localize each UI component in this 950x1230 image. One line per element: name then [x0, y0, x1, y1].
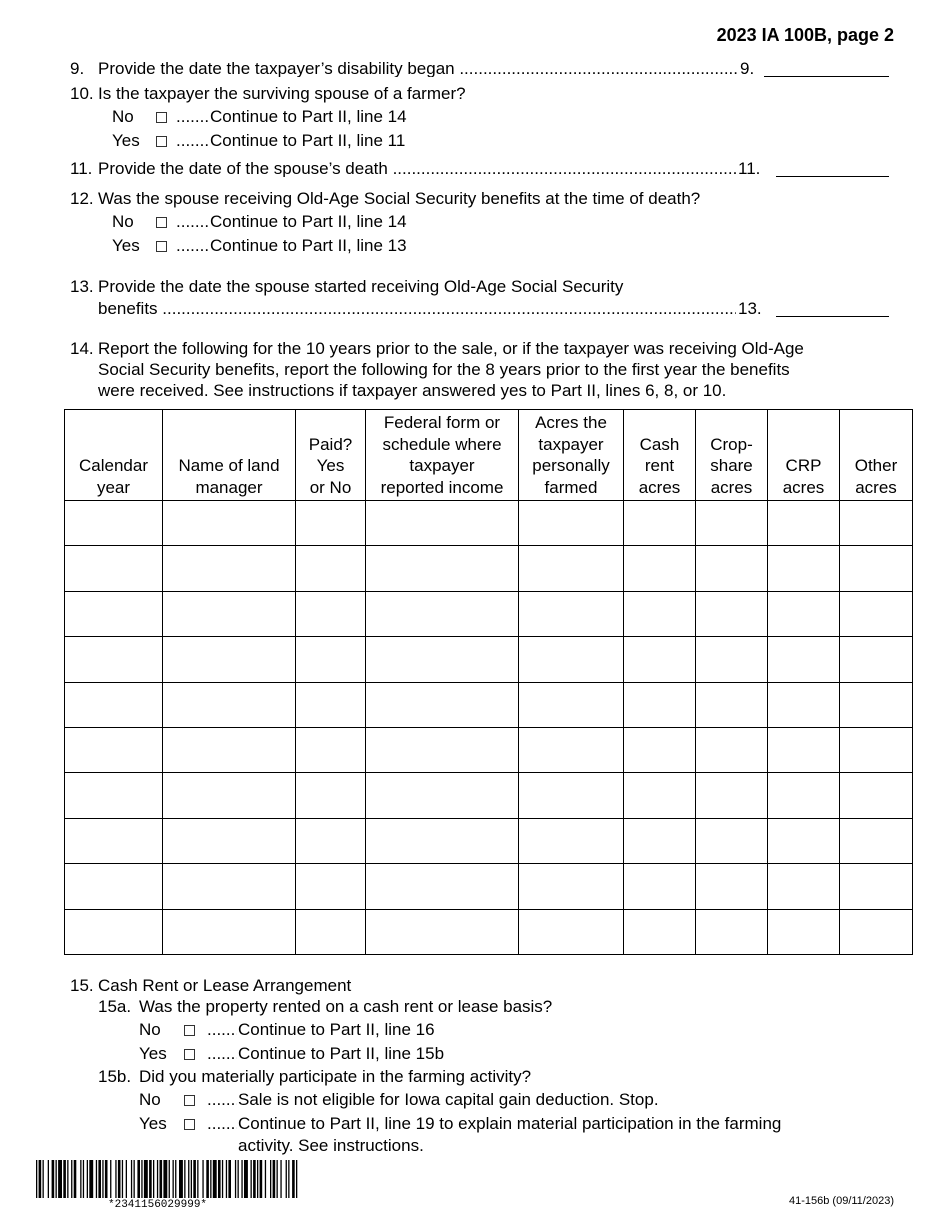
barcode-bar — [89, 1160, 93, 1198]
barcode-bar — [153, 1160, 154, 1198]
table-cell-input[interactable] — [696, 682, 768, 727]
table-cell-input[interactable] — [163, 637, 296, 682]
table-cell-input[interactable] — [519, 864, 624, 909]
q15a-option-no-instruction: Continue to Part II, line 16 — [238, 1020, 435, 1039]
table-cell-input[interactable] — [296, 818, 366, 863]
barcode-bar — [52, 1160, 55, 1198]
table-cell-input[interactable] — [163, 773, 296, 818]
barcode-bar — [241, 1160, 242, 1198]
q15a-label: 15a. — [98, 997, 132, 1016]
barcode-bar — [173, 1160, 174, 1198]
table-cell-input[interactable] — [696, 773, 768, 818]
q9-ref: 9. — [740, 59, 755, 78]
q12-number: 12. — [70, 189, 94, 208]
q12-option-no-label: No — [112, 212, 134, 231]
q14-text-line2: Social Security benefits, report the following for the 8 years prior to the first year the benefits — [98, 360, 790, 379]
barcode-bar — [218, 1160, 221, 1198]
table-cell-input[interactable] — [624, 909, 696, 954]
table-cell-input[interactable] — [696, 727, 768, 772]
q15a-option-no-leader — [207, 1021, 237, 1038]
table-row — [65, 909, 913, 954]
barcode-bar — [277, 1160, 278, 1198]
barcode-bar — [137, 1160, 140, 1198]
q13-date-field[interactable] — [776, 316, 889, 317]
barcode-bar — [122, 1160, 123, 1198]
table-cell-input[interactable] — [296, 501, 366, 546]
table-cell-input[interactable] — [840, 637, 913, 682]
table-cell-input[interactable] — [65, 818, 163, 863]
table-cell-input[interactable] — [840, 727, 913, 772]
table-cell-input[interactable] — [296, 773, 366, 818]
q10-option-no-checkbox[interactable] — [156, 108, 171, 125]
table-cell-input[interactable] — [696, 591, 768, 636]
barcode-bar — [141, 1160, 142, 1198]
q15a-option-yes-checkbox[interactable] — [184, 1045, 199, 1062]
table-cell-input[interactable] — [768, 546, 840, 591]
barcode-bar — [184, 1160, 185, 1198]
table-cell-input[interactable] — [163, 909, 296, 954]
table-cell-input[interactable] — [65, 773, 163, 818]
table-header-row — [65, 410, 913, 501]
checkbox-icon — [184, 1025, 195, 1036]
checkbox-icon — [156, 241, 167, 252]
q10-option-yes-label: Yes — [112, 131, 140, 150]
table-cell-input[interactable] — [296, 909, 366, 954]
q10-option-yes-instruction: Continue to Part II, line 11 — [210, 131, 406, 150]
checkbox-icon — [156, 136, 167, 147]
q10-number: 10. — [70, 84, 94, 103]
table-cell-input[interactable] — [624, 864, 696, 909]
table-cell-input[interactable] — [163, 727, 296, 772]
table-cell-input[interactable] — [624, 591, 696, 636]
q14-text-line1: Report the following for the 10 years prior to the sale, or if the taxpayer was receiving Old-Age — [98, 339, 804, 358]
barcode-bar — [228, 1160, 231, 1198]
q15b-label: 15b. — [98, 1067, 132, 1086]
barcode-bar — [273, 1160, 276, 1198]
q13-ref: 13. — [738, 299, 762, 318]
barcode-bar — [96, 1160, 97, 1198]
barcode-bar — [144, 1160, 148, 1198]
table-cell-input[interactable] — [840, 818, 913, 863]
table-row — [65, 637, 913, 682]
table-cell-input[interactable] — [296, 682, 366, 727]
checkbox-icon — [184, 1049, 195, 1060]
barcode-bar — [251, 1160, 252, 1198]
barcode-bar — [286, 1160, 287, 1198]
table-cell-input[interactable] — [519, 909, 624, 954]
table-cell-input[interactable] — [624, 546, 696, 591]
q11-number: 11. — [70, 159, 93, 178]
table-cell-input[interactable] — [840, 591, 913, 636]
table-cell-input[interactable] — [840, 864, 913, 909]
q15a-option-yes-label: Yes — [139, 1044, 167, 1063]
barcode-bar — [292, 1160, 295, 1198]
q12-option-yes-checkbox[interactable] — [156, 237, 171, 254]
table-row — [65, 818, 913, 863]
page-header-title: 2023 IA 100B, page 2 — [716, 25, 894, 45]
table-cell-input[interactable] — [65, 682, 163, 727]
q11-ref: 11. — [738, 159, 761, 178]
col-header-other-acres: Other acres — [840, 410, 913, 501]
barcode-bar — [244, 1160, 248, 1198]
barcode-image — [36, 1160, 298, 1198]
table-cell-input[interactable] — [519, 637, 624, 682]
col-header-land-manager: Name of land manager — [163, 410, 296, 501]
barcode-bar — [188, 1160, 189, 1198]
table-cell-input[interactable] — [696, 637, 768, 682]
q15b-text: Did you materially participate in the farming activity? — [139, 1067, 532, 1086]
q12-option-yes-leader — [176, 237, 210, 254]
barcode-bar — [118, 1160, 121, 1198]
table-cell-input[interactable] — [519, 818, 624, 863]
barcode-bar — [134, 1160, 135, 1198]
q15a-option-no-checkbox[interactable] — [184, 1021, 199, 1038]
barcode-bar — [260, 1160, 263, 1198]
table-cell-input[interactable] — [840, 909, 913, 954]
barcode-bar — [126, 1160, 127, 1198]
barcode-bar — [238, 1160, 239, 1198]
table-row — [65, 727, 913, 772]
q15-title: Cash Rent or Lease Arrangement — [98, 976, 352, 995]
col-header-cash-rent-acres: Cash rent acres — [624, 410, 696, 501]
barcode-text: *2341156029999* — [108, 1199, 208, 1211]
table-row — [65, 591, 913, 636]
table-cell-input[interactable] — [296, 727, 366, 772]
barcode-bar — [80, 1160, 81, 1198]
table-cell-input[interactable] — [366, 909, 519, 954]
table-cell-input[interactable] — [768, 909, 840, 954]
table-cell-input[interactable] — [696, 818, 768, 863]
barcode-bar — [58, 1160, 62, 1198]
table-cell-input[interactable] — [163, 546, 296, 591]
barcode-bar — [193, 1160, 196, 1198]
table-row — [65, 501, 913, 546]
q15a-text: Was the property rented on a cash rent or lease basis? — [139, 997, 553, 1016]
barcode-bar — [48, 1160, 49, 1198]
col-header-calendar-year: Calendar year — [65, 410, 163, 501]
barcode-bar — [202, 1160, 203, 1198]
checkbox-icon — [156, 112, 167, 123]
q15b-option-yes-instruction: Continue to Part II, line 19 to explain material participation in the farming — [238, 1114, 782, 1133]
q10-option-no-label: No — [112, 107, 134, 126]
q10-option-no-instruction: Continue to Part II, line 14 — [210, 107, 407, 126]
table-cell-input[interactable] — [840, 773, 913, 818]
barcode-bar — [39, 1160, 42, 1198]
table-cell-input[interactable] — [65, 637, 163, 682]
q15b-option-no-instruction: Sale is not eligible for Iowa capital gain deduction. Stop. — [238, 1090, 659, 1109]
q12-text: Was the spouse receiving Old-Age Social Security benefits at the time of death? — [98, 189, 701, 208]
q11-text: Provide the date of the spouse’s death ..... — [98, 160, 736, 177]
q9-text: Provide the date the taxpayer’s disability began ..... — [98, 60, 738, 77]
table-cell-input[interactable] — [519, 773, 624, 818]
table-cell-input[interactable] — [696, 501, 768, 546]
table-cell-input[interactable] — [840, 682, 913, 727]
table-cell-input[interactable] — [366, 682, 519, 727]
checkbox-icon — [184, 1095, 195, 1106]
barcode-bar — [210, 1160, 211, 1198]
q15b-option-yes-leader — [207, 1115, 237, 1132]
q14-number: 14. — [70, 339, 94, 358]
barcode-bar — [226, 1160, 227, 1198]
table-cell-input[interactable] — [65, 864, 163, 909]
table-cell-input[interactable] — [163, 682, 296, 727]
table-cell-input[interactable] — [624, 637, 696, 682]
table-cell-input[interactable] — [519, 501, 624, 546]
checkbox-icon — [156, 217, 167, 228]
table-cell-input[interactable] — [768, 864, 840, 909]
q13-number: 13. — [70, 277, 94, 296]
table-cell-input[interactable] — [768, 773, 840, 818]
table-cell-input[interactable] — [366, 501, 519, 546]
barcode-bar — [115, 1160, 116, 1198]
barcode-bar — [67, 1160, 68, 1198]
barcode-bar — [270, 1160, 271, 1198]
table-cell-input[interactable] — [296, 591, 366, 636]
col-header-paid: Paid? Yes or No — [296, 410, 366, 501]
table-cell-input[interactable] — [768, 501, 840, 546]
q12-option-yes-label: Yes — [112, 236, 140, 255]
q14-text-line3: were received. See instructions if taxpayer answered yes to Part II, lines 6, 8, or 10. — [98, 381, 727, 400]
table-cell-input[interactable] — [65, 591, 163, 636]
table-row — [65, 773, 913, 818]
barcode-bar — [213, 1160, 217, 1198]
table-cell-input[interactable] — [840, 546, 913, 591]
q15a-option-no-label: No — [139, 1020, 161, 1039]
q10-text: Is the taxpayer the surviving spouse of a farmer? — [98, 84, 466, 103]
table-cell-input[interactable] — [163, 501, 296, 546]
q15b-option-no-label: No — [139, 1090, 161, 1109]
barcode-bar — [87, 1160, 88, 1198]
table-cell-input[interactable] — [696, 864, 768, 909]
q10-option-yes-checkbox[interactable] — [156, 132, 171, 149]
q10-option-no-leader — [176, 108, 210, 125]
q12-option-no-checkbox[interactable] — [156, 213, 171, 230]
q11-date-field[interactable] — [776, 176, 889, 177]
table-cell-input[interactable] — [366, 773, 519, 818]
barcode-bar — [110, 1160, 111, 1198]
barcode-bar — [149, 1160, 152, 1198]
table-cell-input[interactable] — [768, 727, 840, 772]
barcode-bar — [179, 1160, 183, 1198]
table-cell-input[interactable] — [519, 682, 624, 727]
table-cell-input[interactable] — [366, 727, 519, 772]
table-cell-input[interactable] — [296, 864, 366, 909]
table-body — [65, 501, 913, 955]
barcode-bar — [288, 1160, 289, 1198]
barcode-bar — [197, 1160, 198, 1198]
barcode-bar — [157, 1160, 158, 1198]
table-cell-input[interactable] — [768, 591, 840, 636]
table-cell-input[interactable] — [65, 909, 163, 954]
q13-text-line1: Provide the date the spouse started receiving Old-Age Social Security — [98, 277, 624, 296]
table-cell-input[interactable] — [519, 546, 624, 591]
q10-option-yes-leader — [176, 132, 210, 149]
q15b-option-yes-instruction-line2: activity. See instructions. — [238, 1136, 424, 1155]
table-cell-input[interactable] — [624, 773, 696, 818]
barcode-bar — [257, 1160, 258, 1198]
q13-text-line2: benefits ..... — [98, 300, 736, 317]
barcode-bar — [265, 1160, 266, 1198]
barcode-bar — [102, 1160, 103, 1198]
table-cell-input[interactable] — [519, 727, 624, 772]
table-row — [65, 546, 913, 591]
q15a-option-yes-leader — [207, 1045, 237, 1062]
col-header-crp-acres: CRP acres — [768, 410, 840, 501]
barcode-bar — [71, 1160, 72, 1198]
q9-number: 9. — [70, 59, 85, 78]
q15b-option-no-leader — [207, 1091, 237, 1108]
barcode-bar — [280, 1160, 281, 1198]
table-cell-input[interactable] — [366, 591, 519, 636]
form-number: 41-156b (09/11/2023) — [789, 1195, 894, 1207]
barcode-bar — [191, 1160, 192, 1198]
table-cell-input[interactable] — [768, 818, 840, 863]
q12-option-no-leader — [176, 213, 210, 230]
barcode-bar — [63, 1160, 66, 1198]
barcode-bar — [98, 1160, 101, 1198]
barcode-bar — [235, 1160, 236, 1198]
table-row — [65, 864, 913, 909]
table-cell-input[interactable] — [163, 591, 296, 636]
q15-number: 15. — [70, 976, 94, 995]
table-cell-input[interactable] — [366, 546, 519, 591]
table-cell-input[interactable] — [366, 818, 519, 863]
table-cell-input[interactable] — [768, 682, 840, 727]
table-cell-input[interactable] — [296, 637, 366, 682]
table-cell-input[interactable] — [624, 682, 696, 727]
table-row — [65, 682, 913, 727]
table-cell-input[interactable] — [768, 637, 840, 682]
barcode-bar — [175, 1160, 176, 1198]
barcode-bar — [74, 1160, 77, 1198]
barcode-bar — [56, 1160, 57, 1198]
q9-date-field[interactable] — [764, 76, 889, 77]
barcode-bar — [222, 1160, 223, 1198]
table-cell-input[interactable] — [163, 818, 296, 863]
q15b-option-no-checkbox[interactable] — [184, 1091, 199, 1108]
table-cell-input[interactable] — [366, 864, 519, 909]
checkbox-icon — [184, 1119, 195, 1130]
farming-history-table — [64, 409, 913, 955]
table-cell-input[interactable] — [840, 501, 913, 546]
barcode-bar — [131, 1160, 132, 1198]
barcode-bar — [296, 1160, 297, 1198]
q12-option-no-instruction: Continue to Part II, line 14 — [210, 212, 407, 231]
barcode-bar — [163, 1160, 167, 1198]
col-header-crop-share-acres: Crop- share acres — [696, 410, 768, 501]
table-cell-input[interactable] — [696, 546, 768, 591]
col-header-acres-farmed: Acres the taxpayer personally farmed — [519, 410, 624, 501]
table-cell-input[interactable] — [624, 501, 696, 546]
barcode-bar — [169, 1160, 170, 1198]
table-cell-input[interactable] — [163, 864, 296, 909]
table-cell-input[interactable] — [296, 546, 366, 591]
table-cell-input[interactable] — [65, 727, 163, 772]
table-cell-input[interactable] — [65, 501, 163, 546]
q15b-option-yes-checkbox[interactable] — [184, 1115, 199, 1132]
barcode-bar — [36, 1160, 37, 1198]
q15b-option-yes-label: Yes — [139, 1114, 167, 1133]
table-cell-input[interactable] — [624, 727, 696, 772]
barcode-bar — [83, 1160, 84, 1198]
q12-option-yes-instruction: Continue to Part II, line 13 — [210, 236, 407, 255]
barcode-bar — [43, 1160, 44, 1198]
barcode-bar — [160, 1160, 163, 1198]
barcode-bar — [206, 1160, 209, 1198]
q15a-option-yes-instruction: Continue to Part II, line 15b — [238, 1044, 445, 1063]
table-cell-input[interactable] — [519, 591, 624, 636]
table-cell-input[interactable] — [65, 546, 163, 591]
table-cell-input[interactable] — [624, 818, 696, 863]
table-cell-input[interactable] — [696, 909, 768, 954]
barcode-bar — [105, 1160, 108, 1198]
barcode-bar — [253, 1160, 256, 1198]
table-cell-input[interactable] — [366, 637, 519, 682]
col-header-federal-form: Federal form or schedule where taxpayer reported income — [366, 410, 519, 501]
